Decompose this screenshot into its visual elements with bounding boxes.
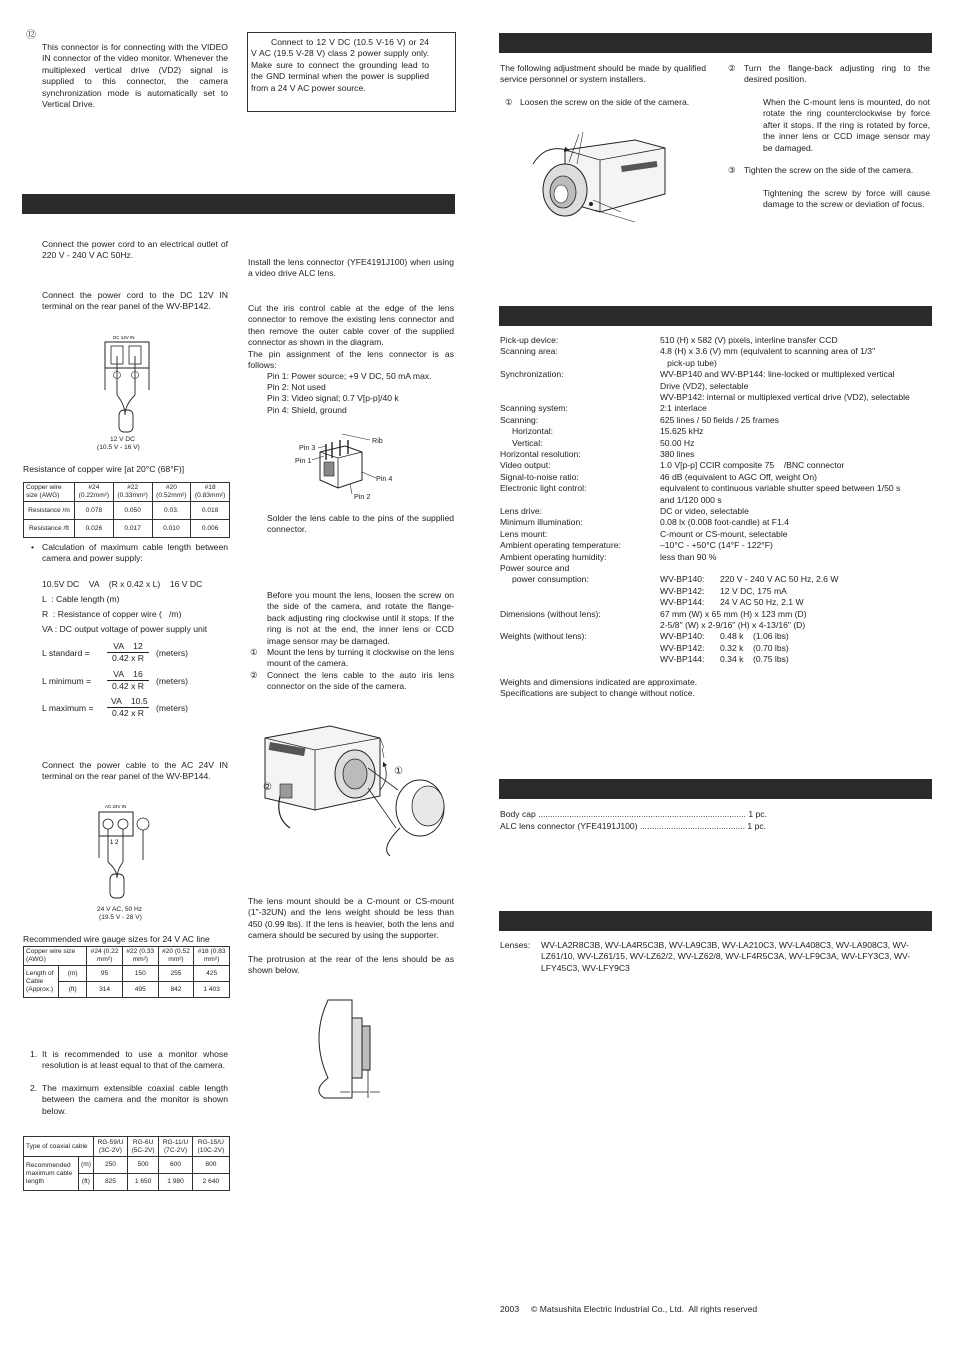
fig-label-rib: Rib (372, 436, 383, 445)
spec-row (500, 609, 940, 620)
spec-row (500, 346, 940, 357)
spec-row (500, 369, 940, 380)
adj-step-3-text: Tighten the screw on the side of the camera. (744, 165, 914, 175)
spec-row (500, 460, 940, 471)
fraction-numerator: VA 12 (107, 641, 149, 653)
spec-key: Video output: (500, 460, 551, 471)
table-header: RG-59/U (3C-2V) (93, 1137, 127, 1157)
table-cell: Resistance /m (24, 502, 75, 520)
table-header: Type of coaxial cable (24, 1137, 94, 1157)
legend-R: R : Resistance of copper wire ( /m) (42, 609, 182, 619)
spec-value-detail: 12 V DC, 175 mA (720, 585, 787, 596)
copyright-footer: 2003 © Matsushita Electric Industrial Co., Ltd. All rights reserved (500, 1304, 758, 1314)
spec-key: Vertical: (500, 437, 543, 448)
dc12v-caption-1: 12 V DC (110, 436, 135, 443)
accessory-body-cap: Body cap ....................................................................................... 1 pc. (500, 809, 767, 819)
section-bar-optional (499, 911, 932, 931)
monitor-note-1: It is recommended to use a monitor whose resolution is at least equal to that of the camera. (42, 1049, 228, 1071)
adj-step-2-number: ② (728, 63, 736, 73)
l-minimum-label: L minimum = (42, 676, 92, 686)
pin-4-text: Pin 4: Shield, ground (267, 405, 347, 415)
spec-value: WV-BP144: (660, 597, 705, 608)
spec-value: 510 (H) x 582 (V) pixels, interline transfer CCD (660, 335, 838, 345)
table-header: Copper wire size (AWG) (24, 947, 87, 966)
spec-row (500, 438, 940, 449)
table-cell: 800 (192, 1157, 229, 1174)
spec-row (500, 654, 940, 665)
spec-value: C-mount or CS-mount, selectable (660, 528, 788, 539)
spec-value: 2-5/8" (W) x 2-9/16" (H) x 4-13/16" (D) (660, 620, 806, 630)
flange-back-figure (525, 130, 675, 230)
fraction-denominator: 0.42 x R (111, 708, 144, 719)
pin-1-text: Pin 1: Power source; +9 V DC, 50 mA max. (267, 371, 432, 381)
adj-step-2-text: Turn the flange-back adjusting ring to the desired position. (744, 63, 930, 85)
adj-step-2-caution: When the C-mount lens is mounted, do not rotate the ring counterclockwise by force after it stops. If the ring is rotated by force, the inner lens or CCD image sensor may be damaged. (763, 97, 930, 153)
table-cell: 0.017 (113, 520, 152, 538)
spec-value: 625 lines / 50 fields / 25 frames (660, 414, 779, 425)
row-label: Recommended maximum cable length (24, 1157, 79, 1191)
note-number-1: 1. (30, 1049, 38, 1059)
spec-row (500, 586, 940, 597)
fraction-numerator: VA 10.5 (107, 696, 149, 708)
table-cell: 495 (122, 982, 158, 998)
spec-value: DC or video, selectable (660, 506, 749, 516)
table-row (24, 1157, 230, 1174)
spec-value: pick-up tube) (660, 357, 717, 368)
table-row (24, 520, 230, 538)
meters-unit: (meters) (156, 676, 188, 686)
spec-row (500, 483, 940, 494)
spec-value-detail: 24 V AC 50 Hz, 2.1 W (720, 597, 804, 608)
table-cell: 95 (87, 966, 123, 982)
power-12-text: Connect the power cord to the DC 12V IN terminal on the rear panel of the WV-BP142. (42, 290, 228, 312)
spec-row (500, 335, 940, 346)
spec-value: equivalent to continuous variable shutter speed between 1/50 s (660, 483, 901, 494)
table-cell: (ft) (79, 1174, 94, 1191)
resistance-table-title: Resistance of copper wire [at 20°C (68°F)] (23, 464, 185, 474)
item-number-12: ⑫ (26, 30, 36, 41)
fraction-denominator: 0.42 x R (111, 653, 144, 664)
pin-3-text: Pin 3: Video signal; 0.7 V[p-p]/40 k (267, 393, 399, 403)
table-cell: 0.078 (75, 502, 114, 520)
spec-key: Scanning system: (500, 403, 568, 414)
spec-key: power consumption: (500, 574, 589, 585)
spec-row (500, 495, 940, 506)
section-bar-adjustment (499, 33, 932, 53)
table-cell: 1 980 (159, 1174, 193, 1191)
spec-value: –10°C - +50°C (14°F - 122°F) (660, 540, 773, 551)
calc-bullet-text: Calculation of maximum cable length between camera and power supply: (42, 542, 228, 564)
step-1-text: Mount the lens by turning it clockwise on the lens mount of the camera. (267, 647, 454, 669)
vd-description: This connector is for connecting with the VIDEO IN connector of the video monitor. Whenever the multiplexed vertical drive (VD2) signal is supplied to this connector, the camera synchronization mode is automatically set to Vertical Drive. (42, 42, 228, 110)
table-cell: 425 (194, 966, 230, 982)
spec-key: Dimensions (without lens): (500, 608, 601, 619)
resistance-table (23, 482, 230, 538)
spec-key: Horizontal: (500, 426, 554, 437)
lenses-list: WV-LA2R8C3B, WV-LA4R5C3B, WV-LA9C3B, WV-LA210C3, WV-LA408C3, WV-LA908C3, WV-LZ61/10, WV-LZ61/15, WV-LZ62/2, WV-LZ62/8, WV-LF4R5C3A, WV-LF9C3A, WV-LFY3C3, WV-LFY45C3, WV-LFY9C3 (541, 940, 911, 973)
spec-row (500, 358, 940, 369)
spec-value: WV-BP144: (660, 654, 705, 665)
table-cell: 0.03. (152, 502, 191, 520)
section-bar-specifications (499, 306, 932, 326)
cut-cable-text: Cut the iris control cable at the edge of the lens connector to remove the existing lens connector and then remove the outer cable cover of the supplied connector as shown in the diagram. (248, 303, 454, 348)
spec-value: Drive (VD2), selectable (660, 380, 749, 391)
table-header: #24 (0.22mm²) (75, 483, 114, 502)
spec-key: Ambient operating humidity: (500, 551, 607, 562)
pin-2-text: Pin 2: Not used (267, 382, 326, 392)
section-bar-accessories (499, 779, 932, 799)
spec-key: Signal-to-noise ratio: (500, 471, 579, 482)
spec-note-1: Weights and dimensions indicated are approximate. (500, 677, 698, 687)
ac24v-caption-2: (19.5 V - 28 V) (99, 914, 142, 921)
adjustment-intro: The following adjustment should be made by qualified service personnel or system installers. (500, 63, 706, 85)
lenses-label: Lenses: (500, 940, 531, 950)
monitor-note-2: The maximum extensible coaxial cable length between the camera and the monitor is shown below. (42, 1083, 228, 1116)
fig-label-pin3: Pin 3 (299, 443, 316, 452)
spec-value: 46 dB (equivalent to AGC Off, weight On) (660, 471, 817, 482)
spec-row (500, 392, 940, 403)
table-cell: 0.006 (191, 520, 230, 538)
table-header: #22 (0.33 mm²) (122, 947, 158, 966)
coax-table (23, 1136, 230, 1191)
solder-text: Solder the lens cable to the pins of the supplied connector. (267, 513, 454, 535)
spec-key: Power source and (500, 563, 570, 573)
spec-key: Lens drive: (500, 506, 543, 516)
spec-value: less than 90 % (660, 551, 717, 562)
adj-step-1-text: Loosen the screw on the side of the camera. (520, 97, 690, 107)
adj-step-3-caution: Tightening the screw by force will cause damage to the screw or deviation of focus. (763, 188, 930, 210)
table-header: #22 (0.33mm²) (113, 483, 152, 502)
spec-value: WV-BP142: (660, 642, 705, 653)
table-cell: 500 (128, 1157, 159, 1174)
spec-value: WV-BP140: (660, 631, 705, 642)
table-row (24, 966, 230, 982)
spec-row (500, 449, 940, 460)
spec-value-detail: 0.48 k (1.06 lbs) (720, 631, 789, 642)
spec-key: Synchronization: (500, 369, 564, 380)
step-2-number: ② (250, 670, 258, 680)
meters-unit: (meters) (156, 648, 188, 658)
l-standard-fraction (107, 641, 149, 665)
spec-value: 2:1 interlace (660, 403, 707, 414)
spec-row (500, 643, 940, 654)
table-cell: 600 (159, 1157, 193, 1174)
adj-step-1-number: ① (505, 97, 513, 107)
fig-callout-1: ① (394, 766, 403, 777)
legend-VA: VA : DC output voltage of power supply unit (42, 624, 208, 634)
dc12v-terminal-figure (95, 330, 175, 440)
table-cell: 0.018 (191, 502, 230, 520)
table-cell: (m) (79, 1157, 94, 1174)
fraction-numerator: VA 16 (107, 669, 149, 681)
protrusion-text: The protrusion at the rear of the lens should be as shown below. (248, 954, 454, 976)
spec-value: 380 lines (660, 449, 695, 459)
svg-text:1 2: 1 2 (110, 840, 119, 846)
table-cell: 150 (122, 966, 158, 982)
spec-value: 50.00 Hz (660, 437, 695, 448)
table-cell: 0.050 (113, 502, 152, 520)
fraction-denominator: 0.42 x R (111, 681, 144, 692)
table-header: #20 (0.52 mm²) (158, 947, 194, 966)
table-cell: 842 (158, 982, 194, 998)
table-header: RG-6U (5C-2V) (128, 1137, 159, 1157)
step-1-number: ① (250, 647, 258, 657)
l-maximum-fraction (107, 696, 149, 720)
table-row (24, 502, 230, 520)
spec-row (500, 563, 940, 574)
spec-key: Electronic light control: (500, 483, 587, 494)
spec-value-detail: 0.32 k (0.70 lbs) (720, 642, 789, 653)
table-cell: 1 650 (128, 1174, 159, 1191)
lens-mount-text: The lens mount should be a C-mount or CS-mount (1"-32UN) and the lens weight should be less than 450 (0.99 lbs). If the lens is heavier, both the lens and camera should be secured by using the supporter. (248, 896, 454, 941)
spec-value: 1.0 V[p-p] CCIR composite 75 /BNC connector (660, 460, 845, 471)
fig-label-pin2: Pin 2 (354, 492, 371, 501)
gauge-table-title: Recommended wire gauge sizes for 24 V AC line (23, 934, 210, 944)
table-cell: 0.010 (152, 520, 191, 538)
spec-row (500, 381, 940, 392)
spec-key: Ambient operating temperature: (500, 540, 621, 551)
spec-row (500, 597, 940, 608)
step-2-text: Connect the lens cable to the auto iris lens connector on the side of the camera. (267, 670, 454, 692)
spec-row (500, 529, 940, 540)
table-header: RG-11/U (7C-2V) (159, 1137, 193, 1157)
power-caution-text: Connect to 12 V DC (10.5 V-16 V) or 24 V AC (19.5 V-28 V) class 2 power supply only. Make sure to connect the grounding lead to the GND terminal when the power is supplied from a 24 V AC power source. (251, 37, 429, 93)
table-cell: (m) (59, 966, 87, 982)
svg-text:DC 12V IN: DC 12V IN (113, 335, 135, 340)
ac24v-caption-1: 24 V AC, 50 Hz (97, 906, 143, 913)
l-standard-label: L standard = (42, 648, 90, 658)
spec-value: WV-BP142: internal or multiplexed vertical drive (VD2), selectable (660, 392, 910, 402)
protrusion-figure (300, 998, 410, 1118)
spec-value: WV-BP140: (660, 574, 705, 585)
spec-row (500, 415, 940, 426)
spec-row (500, 620, 940, 631)
table-cell: 825 (93, 1174, 127, 1191)
spec-row (500, 472, 940, 483)
voltage-formula: 10.5V DC VA (R x 0.42 x L) 16 V DC (42, 579, 203, 589)
table-cell: 1 403 (194, 982, 230, 998)
spec-value-detail: 0.34 k (0.75 lbs) (720, 654, 789, 665)
spec-row (500, 517, 940, 528)
bullet-dot: • (31, 542, 35, 552)
spec-note-2: Specifications are subject to change without notice. (500, 688, 695, 698)
spec-key: Horizontal resolution: (500, 449, 581, 459)
spec-key: Minimum illumination: (500, 517, 583, 528)
spec-row (500, 506, 940, 517)
power-24-text: Connect the power cable to the AC 24V IN terminal on the rear panel of the WV-BP144. (42, 760, 228, 782)
adj-step-3-number: ③ (728, 165, 736, 175)
spec-value: 15.625 kHz (660, 426, 704, 437)
spec-row (500, 631, 940, 642)
spec-value: 67 mm (W) x 65 mm (H) x 123 mm (D) (660, 608, 807, 619)
spec-key: Lens mount: (500, 528, 548, 539)
fig-callout-2: ② (263, 782, 272, 793)
spec-row (500, 403, 940, 414)
power-220-text: Connect the power cord to an electrical outlet of 220 V - 240 V AC 50Hz. (42, 239, 228, 261)
table-cell: 2 640 (192, 1174, 229, 1191)
table-cell: 0.026 (75, 520, 114, 538)
l-minimum-fraction (107, 669, 149, 693)
table-cell: 314 (87, 982, 123, 998)
spec-key: Scanning: (500, 414, 539, 425)
dc12v-caption-2: (10.5 V - 16 V) (97, 444, 140, 451)
spec-value: 4.8 (H) x 3.6 (V) mm (equivalent to scanning area of 1/3" (660, 346, 876, 357)
spec-row (500, 574, 940, 585)
spec-value: 0.08 lx (0.008 foot-candle) at F1.4 (660, 517, 789, 528)
fig-label-pin1: Pin 1 (295, 456, 312, 465)
ac24v-terminal-figure (95, 800, 175, 910)
table-cell: (ft) (59, 982, 87, 998)
install-lens-connector: Install the lens connector (YFE4191J100) when using a video drive ALC lens. (248, 257, 454, 279)
table-cell: Resistance /ft (24, 520, 75, 538)
table-header: #24 (0.22 mm²) (87, 947, 123, 966)
table-header: #20 (0.52mm²) (152, 483, 191, 502)
table-cell: 250 (93, 1157, 127, 1174)
table-header: Copper wire size (AWG) (24, 483, 75, 502)
before-mount-text: Before you mount the lens, loosen the screw on the side of the camera, and rotate the flange-back adjusting ring clockwise until it stops. If the ring is not at the end, the inner lens or CCD image sensor may be damaged. (267, 590, 454, 646)
spec-row (500, 426, 940, 437)
row-label: Length of Cable (Approx.) (24, 966, 59, 998)
l-maximum-label: L maximum = (42, 703, 94, 713)
spec-value: and 1/120 000 s (660, 494, 722, 505)
spec-value-detail: 220 V - 240 V AC 50 Hz, 2.6 W (720, 574, 839, 585)
fig-label-pin4: Pin 4 (376, 474, 393, 483)
note-number-2: 2. (30, 1083, 38, 1093)
spec-key: Pick-up device: (500, 335, 559, 345)
spec-row (500, 540, 940, 551)
legend-L: L : Cable length (m) (42, 594, 120, 604)
meters-unit: (meters) (156, 703, 188, 713)
section-bar-power (22, 194, 455, 214)
table-header: #18 (0.83 mm²) (194, 947, 230, 966)
table-cell: 255 (158, 966, 194, 982)
table-header: #18 (0.83mm²) (191, 483, 230, 502)
accessory-alc-connector: ALC lens connector (YFE4191J100) ............................................ 1 pc. (500, 821, 767, 831)
spec-value: WV-BP140 and WV-BP144: line-locked or multiplexed vertical (660, 369, 895, 380)
spec-key: Weights (without lens): (500, 631, 587, 642)
spec-row (500, 552, 940, 563)
gauge-table (23, 946, 230, 998)
pin-intro: The pin assignment of the lens connector is as follows: (248, 349, 454, 371)
spec-key: Scanning area: (500, 346, 558, 357)
svg-text:AC 24V IN: AC 24V IN (105, 804, 127, 809)
lens-mount-figure (260, 718, 450, 858)
spec-value: WV-BP142: (660, 585, 705, 596)
table-header: RG-15/U (10C-2V) (192, 1137, 229, 1157)
